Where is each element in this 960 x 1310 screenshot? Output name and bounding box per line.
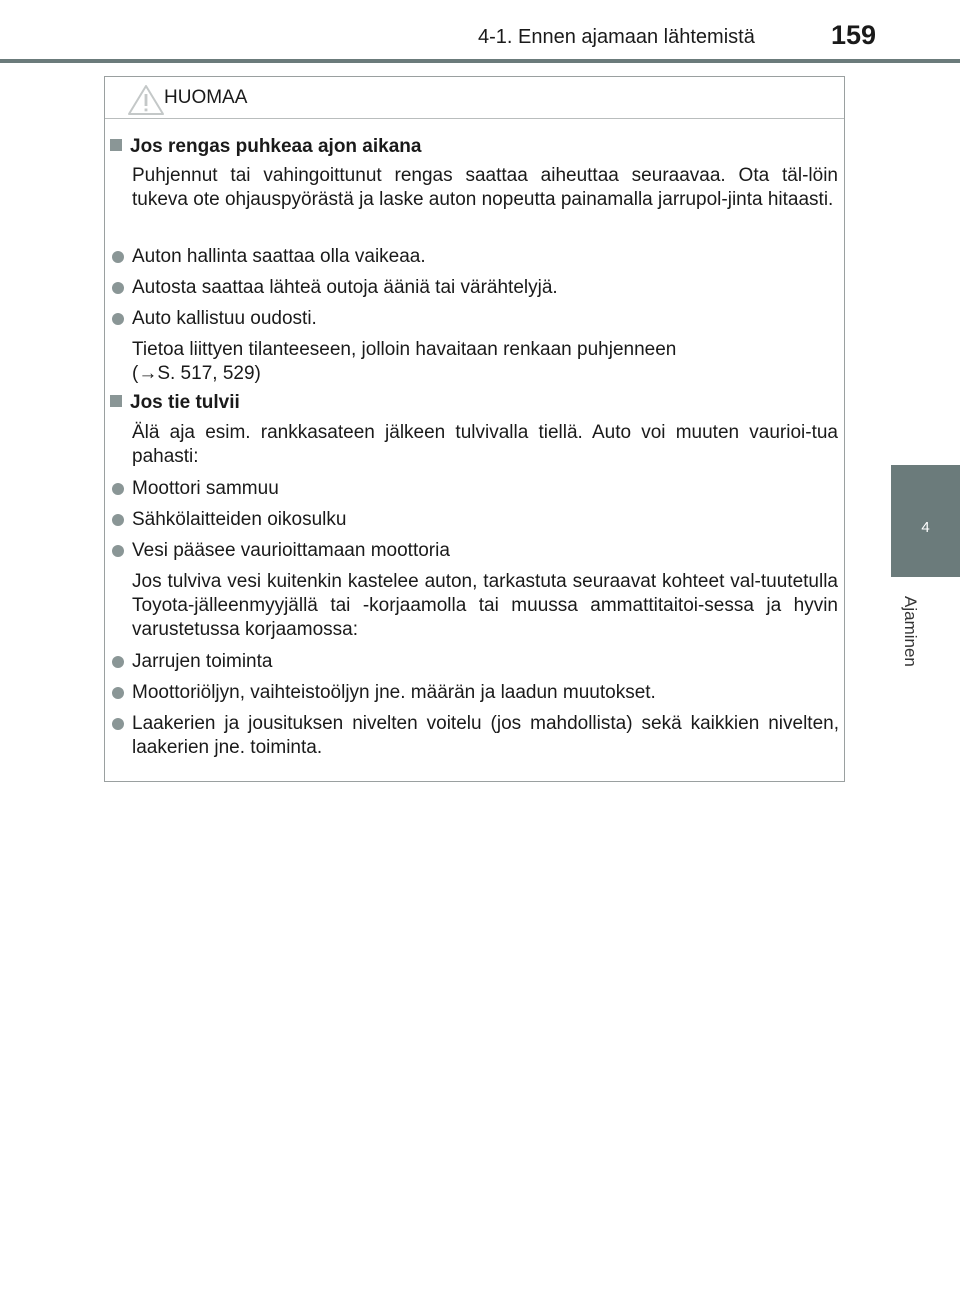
bullet-dot-icon <box>112 718 124 730</box>
chapter-label: Ajaminen <box>901 596 920 667</box>
bullet-dot-icon <box>112 656 124 668</box>
square-bullet-icon <box>110 395 122 407</box>
list-item: Laakerien ja jousituksen nivelten voitelu (jos mahdollista) sekä kaikkien nivelten, laakerien jne. toiminta. <box>112 712 839 760</box>
list-item: Moottoriöljyn, vaihteistoöljyn jne. määrän ja laadun muutokset. <box>112 681 839 705</box>
bullet-dot-icon <box>112 483 124 495</box>
notice-box <box>104 76 845 782</box>
flooded-road-inspection: Jos tulviva vesi kuitenkin kastelee auton, tarkastuta seuraavat kohteet val-tuutetulla Toyota-jälleenmyyjällä tai -korjaamolla tai muussa ammattitaitoi-sessa ja hyvin varustetussa korjaamossa: <box>132 571 838 640</box>
flooded-road-intro: Älä aja esim. rankkasateen jälkeen tulvivalla tiellä. Auto voi muuten vaurioi-tua pahasti: <box>132 422 838 467</box>
flat-tire-reference: Tietoa liittyen tilanteeseen, jolloin havaitaan renkaan puhjenneen (→S. 517, 529) <box>132 339 677 384</box>
list-item: Autosta saattaa lähteä outoja ääniä tai värähtelyjä. <box>112 276 839 300</box>
warning-triangle-icon <box>127 84 165 116</box>
bullet-dot-icon <box>112 251 124 263</box>
bullet-dot-icon <box>112 282 124 294</box>
chapter-tab[interactable] <box>891 465 960 577</box>
section-heading-flat-tire: Jos rengas puhkeaa ajon aikana <box>110 136 421 158</box>
section-title: 4-1. Ennen ajamaan lähtemistä <box>478 26 755 48</box>
notice-title: HUOMAA <box>164 87 248 108</box>
notice-header <box>105 77 844 119</box>
bullet-dot-icon <box>112 545 124 557</box>
list-item: Jarrujen toiminta <box>112 650 839 674</box>
list-item: Vesi pääsee vaurioittamaan moottoria <box>112 539 839 563</box>
header-divider <box>0 59 960 63</box>
page-reference-link[interactable]: (→S. 517, 529) <box>132 363 261 384</box>
page-number: 159 <box>831 20 877 50</box>
bullet-dot-icon <box>112 514 124 526</box>
list-item: Auto kallistuu oudosti. <box>112 307 839 331</box>
list-item: Sähkölaitteiden oikosulku <box>112 508 839 532</box>
list-item: Auton hallinta saattaa olla vaikeaa. <box>112 245 839 269</box>
bullet-dot-icon <box>112 313 124 325</box>
list-item: Moottori sammuu <box>112 477 839 501</box>
section-heading-flooded-road: Jos tie tulvii <box>110 392 240 414</box>
chapter-number: 4 <box>921 519 930 536</box>
flat-tire-intro: Puhjennut tai vahingoittunut rengas saattaa aiheuttaa seuraavaa. Ota täl-löin tukeva ote ohjauspyörästä ja laske auton nopeutta painamalla jarrupol-jinta hitaasti. <box>132 165 838 210</box>
square-bullet-icon <box>110 139 122 151</box>
bullet-dot-icon <box>112 687 124 699</box>
